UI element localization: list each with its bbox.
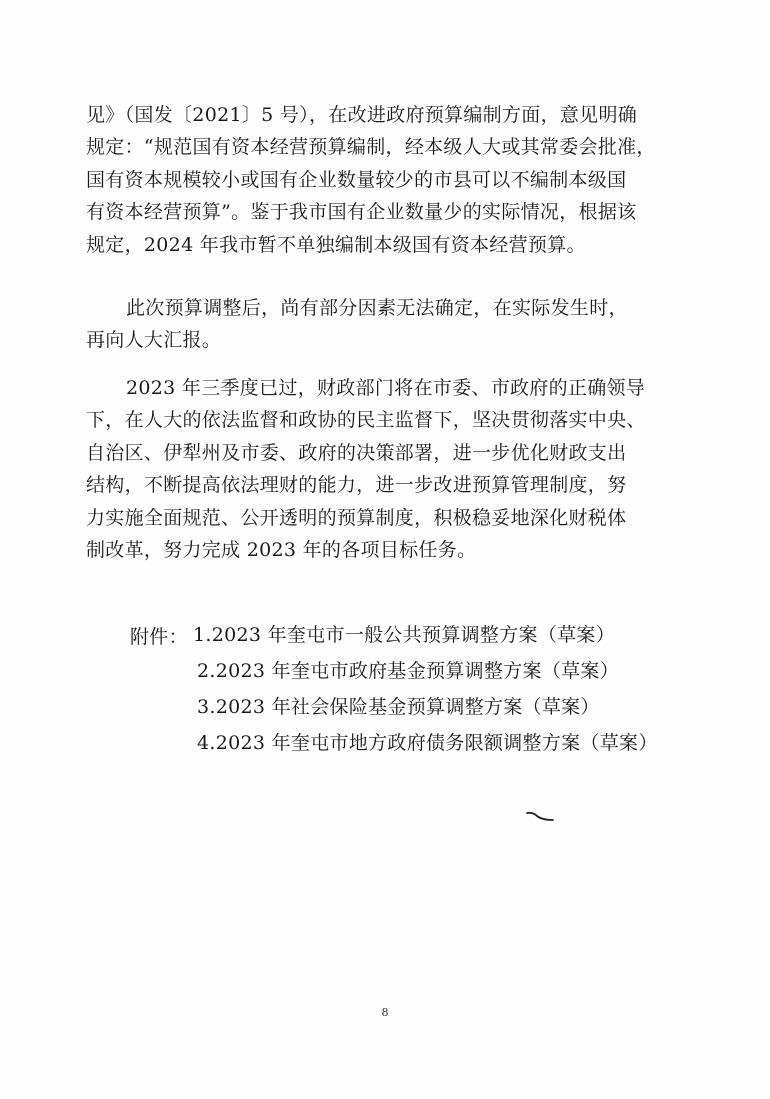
paragraph-3 xyxy=(86,372,686,566)
paragraph-line: 有资本经营预算”。鉴于我市国有企业数量少的实际情况，根据该 xyxy=(86,201,637,224)
paragraph-line: 2023 年三季度已过，财政部门将在市委、市政府的正确领导 xyxy=(126,377,646,399)
paragraph-line: 力实施全面规范、公开透明的预算制度，积极稳妥地深化财税体 xyxy=(86,506,627,529)
paragraph-line: 规定：“规范国有资本经营预算编制，经本级人大或其常委会批准， xyxy=(86,136,656,159)
paragraph-line: 下，在人大的依法监督和政协的民主监督下，坚决贯彻落实中央、 xyxy=(86,409,646,432)
pen-stroke-mark xyxy=(525,808,555,824)
attachment-item-3: 3.2023 年社会保险基金预算调整方案（草案） xyxy=(197,696,600,718)
attachment-item-4: 4.2023 年奎屯市地方政府债务限额调整方案（草案） xyxy=(197,732,658,754)
paragraph-line: 见》（国发〔2021〕5 号），在改进政府预算编制方面，意见明确 xyxy=(86,104,638,126)
paragraph-line: 规定，2024 年我市暂不单独编制本级国有资本经营预算。 xyxy=(86,233,586,256)
paragraph-1 xyxy=(86,99,686,261)
paragraph-line: 制改革，努力完成 2023 年的各项目标任务。 xyxy=(86,539,477,562)
attachment-item-2: 2.2023 年奎屯市政府基金预算调整方案（草案） xyxy=(197,660,620,682)
attachments-label: 附件： xyxy=(130,626,188,648)
paragraph-line: 结构，不断提高依法理财的能力，进一步改进预算管理制度，努 xyxy=(86,474,627,497)
paragraph-line: 此次预算调整后，尚有部分因素无法确定，在实际发生时， xyxy=(126,297,628,319)
page-number: 8 xyxy=(381,1006,389,1019)
paragraph-2 xyxy=(86,292,686,357)
paragraph-line: 再向人大汇报。 xyxy=(86,329,222,352)
attachment-item-1: 1.2023 年奎屯市一般公共预算调整方案（草案） xyxy=(193,624,616,646)
paragraph-line: 国有资本规模较小或国有企业数量较少的市县可以不编制本级国 xyxy=(86,168,627,191)
paragraph-line: 自治区、伊犁州及市委、政府的决策部署，进一步优化财政支出 xyxy=(86,441,627,464)
